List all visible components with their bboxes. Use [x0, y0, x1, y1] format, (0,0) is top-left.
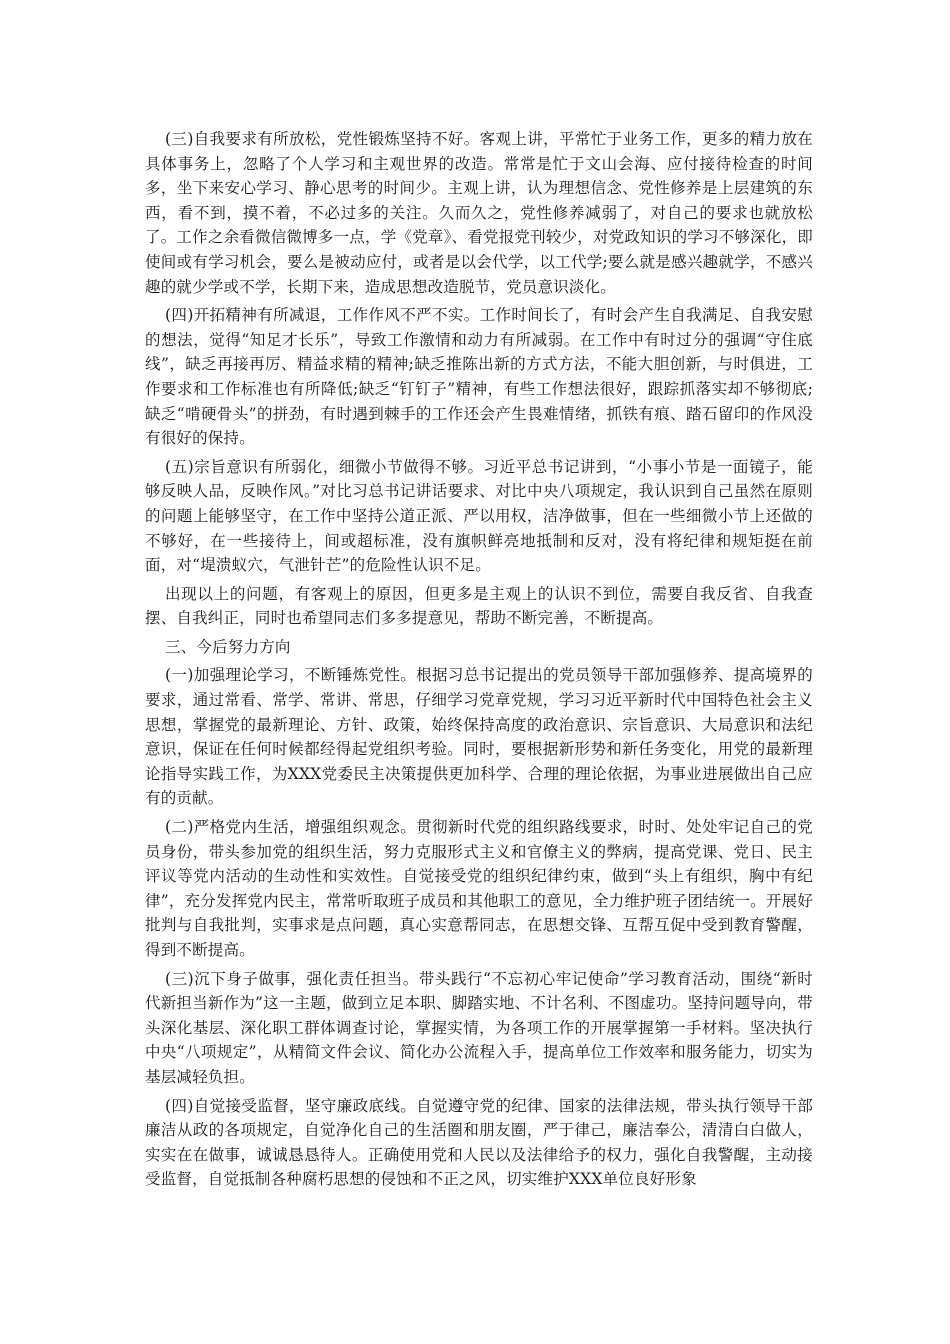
paragraph-supervision: (四)自觉接受监督，坚守廉政底线。自觉遵守党的纪律、国家的法律法规，带头执行领导干部廉洁从政的各项规定，自觉净化自己的生活圈和朋友圈，严于律己，廉洁奉公，清清白白做人，实实在在做事，诚诚恳恳待人。正确使用党和人民以及法律给予的权力，强化自我警醒，主动接受监督，自觉抵制各种腐朽思想的侵蚀和不正之风，切实维护XXX单位良好形象 — [145, 1096, 813, 1189]
section-heading-future-direction: 三、今后努力方向 — [165, 637, 291, 656]
paragraph-theory-study: (一)加强理论学习，不断锤炼党性。根据习总书记提出的党员领导干部加强修养、提高境界的要求，通过常看、常学、常讲、常思，仔细学习党章党规，学习习近平新时代中国特色社会主义思想，掌握党的最新理论、方针、政策，始终保持高度的政治意识、宗旨意识、大局意识和法纪意识，保证在任何时候都经得起党组织考验。同时，要根据新形势和新任务变化，用党的最新理论指导实践工作，为XXX党委民主决策提供更加科学、合理的理论依据，为事业进展做出自己应有的贡献。 — [145, 666, 813, 808]
paragraph-pioneering-spirit: (四)开拓精神有所减退，工作作风不严不实。工作时间长了，有时会产生自我满足、自我安慰的想法，觉得“知足才长乐”，导致工作激情和动力有所减弱。在工作中有时过分的强调“守住底线”，缺乏再接再厉、精益求精的精神;缺乏推陈出新的方式方法，不能大胆创新，与时俱进，工作要求和工作标准也有所降低;缺乏“钉钉子”精神，有些工作想法很好，跟踪抓落实却不够彻底;缺乏“啃硬骨头”的拼劲，有时遇到棘手的工作还会产生畏难情绪，抓铁有痕、踏石留印的作风没有很好的保持。 — [145, 306, 813, 448]
paragraph-summary: 出现以上的问题，有客观上的原因，但更多是主观上的认识不到位，需要自我反省、自我查摆、自我纠正，同时也希望同志们多多提意见，帮助不断完善，不断提高。 — [145, 584, 813, 628]
document-body — [145, 127, 813, 1196]
paragraph-party-life: (二)严格党内生活，增强组织观念。贯彻新时代党的组织路线要求，时时、处处牢记自己的党员身份，带头参加党的组织生活，努力克服形式主义和官僚主义的弊病，提高党课、党日、民主评议等党内活动的生动性和实效性。自觉接受党的组织纪律约束，做到“头上有组织，胸中有纪律”，充分发挥党内民主，常常听取班子成员和其他职工的意见，全力维护班子团结统一。开展好批判与自我批判，实事求是点问题，真心实意帮同志，在思想交锋、互帮互促中受到教育警醒，得到不断提高。 — [145, 818, 813, 959]
paragraph-purpose-awareness: (五)宗旨意识有所弱化，细微小节做得不够。习近平总书记讲到，“小事小节是一面镜子，能够反映人品，反映作风。”对比习总书记讲话要求、对比中央八项规定，我认识到自己虽然在原则的问题上能够坚守，在工作中坚持公道正派、严以用权，洁净做事，但在一些细微小节上还做的不够好，在一些接待上，间或超标准，没有旗帜鲜亮地抵制和反对，没有将纪律和规矩挺在前面，对“堤溃蚁穴，气泄针芒”的危险性认识不足。 — [145, 457, 813, 575]
paragraph-self-discipline: (三)自我要求有所放松，党性锻炼坚持不好。客观上讲，平常忙于业务工作，更多的精力放在具体事务上，忽略了个人学习和主观世界的改造。常常是忙于文山会海、应付接待检查的时间多，坐下来安心学习、静心思考的时间少。主观上讲，认为理想信念、党性修养是上层建筑的东西，看不到，摸不着，不必过多的关注。久而久之，党性修养减弱了，对自己的要求也就放松了。工作之余看微信微博多一点，学《党章》、看党报党刊较少，对党政知识的学习不够深化，即使间或有学习机会，要么是被动应付，或者是以会代学，以工代学;要么就是感兴趣就学，不感兴趣的就少学或不学，长期下来，造成思想改造脱节，党员意识淡化。 — [145, 130, 813, 296]
paragraph-responsibility: (三)沉下身子做事，强化责任担当。带头践行“不忘初心牢记使命”学习教育活动，围绕“新时代新担当新作为”这一主题，做到立足本职、脚踏实地、不计名利、不图虚功。坚持问题导向，带头深化基层、深化职工群体调查讨论，掌握实情，为各项工作的开展掌握第一手材料。坚决执行中央“八项规定”，从精简文件会议、简化办公流程入手，提高单位工作效率和服务能力，切实为基层减轻负担。 — [145, 969, 813, 1086]
